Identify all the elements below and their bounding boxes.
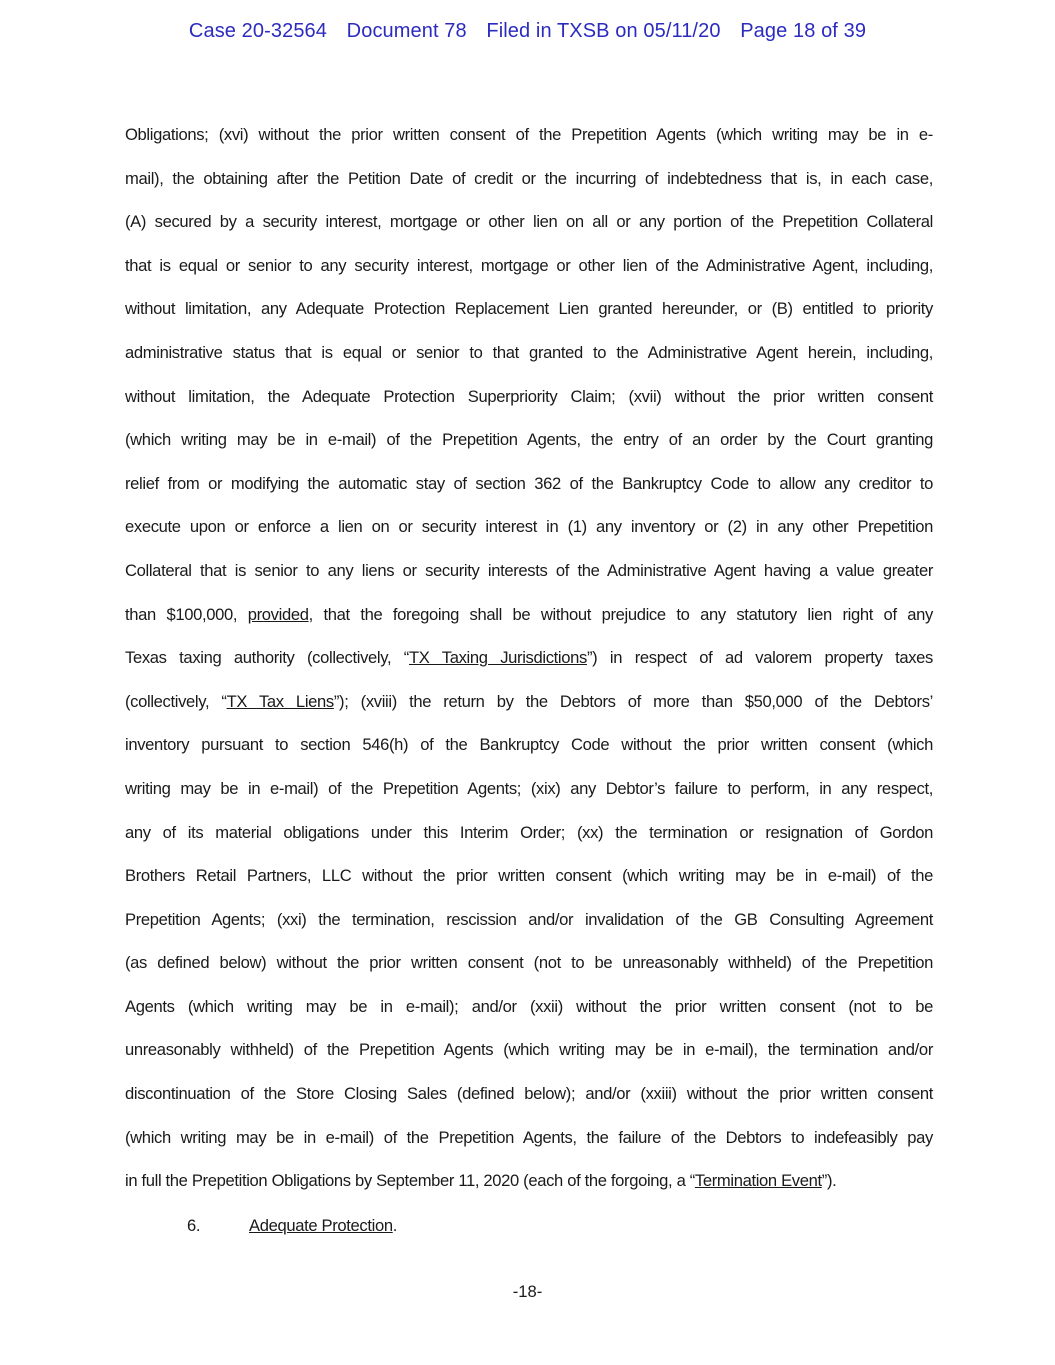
- text-line: [125, 1159, 933, 1203]
- text-line: relief from or modifying the automatic stay of section 362 of the Bankruptcy Code to allow any creditor to: [125, 473, 933, 493]
- text-segment: ”) in respect of ad valorem property taxes: [586, 648, 934, 668]
- defined-term-tx-tax-liens: TX Tax Liens: [226, 691, 334, 711]
- text-line: without limitation, any Adequate Protection Replacement Lien granted hereunder, or (B) entitled to priority: [125, 299, 933, 319]
- text-line: inventory pursuant to section 546(h) of the Bankruptcy Code without the prior written consent (which: [125, 735, 933, 755]
- text-segment: Texas taxing authority (collectively, “: [125, 648, 409, 668]
- defined-term-provided: provided: [247, 604, 309, 624]
- text-line: Brothers Retail Partners, LLC without the prior written consent (which writing may be in e-mail) of the: [125, 866, 933, 886]
- text-line: mail), the obtaining after the Petition Date of credit or the incurring of indebtedness that is, in each case,: [125, 168, 933, 188]
- text-line: (as defined below) without the prior written consent (not to be unreasonably withheld) of the Prepetition: [125, 953, 933, 973]
- text-line: Obligations; (xvi) without the prior written consent of the Prepetition Agents (which writing may be in e-: [125, 125, 933, 144]
- text-line: Prepetition Agents; (xxi) the termination, rescission and/or invalidation of the GB Consulting Agreement: [125, 909, 933, 929]
- defined-term-termination-event: Termination Event: [694, 1171, 822, 1191]
- section-period: .: [392, 1216, 397, 1235]
- text-line: Agents (which writing may be in e-mail); and/or (xxii) without the prior written consent (not to be: [125, 996, 933, 1016]
- defined-term-tx-taxing-jurisdictions: TX Taxing Jurisdictions: [409, 648, 587, 668]
- text-line: discontinuation of the Store Closing Sales (defined below); and/or (xxiii) without the prior written consent: [125, 1084, 933, 1104]
- text-line: (A) secured by a security interest, mortgage or other lien on all or any portion of the Prepetition Collateral: [125, 212, 933, 232]
- text-segment: (collectively, “: [125, 691, 227, 711]
- text-line: (which writing may be in e-mail) of the Prepetition Agents, the entry of an order by the Court granting: [125, 430, 933, 450]
- text-segment: ”); (xviii) the return by the Debtors of more than $50,000 of the Debtors’: [333, 691, 933, 711]
- text-line: administrative status that is equal or senior to that granted to the Administrative Agent herein, including,: [125, 342, 933, 362]
- text-line: [125, 636, 933, 680]
- document-number: Document 78: [346, 20, 467, 42]
- text-line: execute upon or enforce a lien on or security interest in (1) any inventory or (2) in any other Prepetition: [125, 517, 933, 537]
- text-segment: , that the foregoing shall be without prejudice to any statutory lien right of any: [308, 604, 933, 624]
- section-heading: [187, 1204, 397, 1248]
- text-line: unreasonably withheld) of the Prepetition Agents (which writing may be in e-mail), the termination and/or: [125, 1040, 933, 1060]
- text-line: without limitation, the Adequate Protection Superpriority Claim; (xvii) without the prior written consent: [125, 386, 933, 406]
- text-line: (which writing may be in e-mail) of the Prepetition Agents, the failure of the Debtors to indefeasibly pay: [125, 1127, 933, 1147]
- text-line: [125, 593, 933, 637]
- text-segment: ”).: [821, 1171, 837, 1191]
- text-line: any of its material obligations under this Interim Order; (xx) the termination or resignation of Gordon: [125, 822, 933, 842]
- section-number: 6.: [187, 1216, 201, 1235]
- filed-date: Filed in TXSB on 05/11/20: [486, 20, 721, 42]
- case-number: Case 20-32564: [188, 20, 327, 42]
- text-line: Collateral that is senior to any liens or security interests of the Administrative Agent having a value greater: [125, 560, 933, 580]
- text-segment: in full the Prepetition Obligations by September 11, 2020 (each of the forgoing, a “: [125, 1171, 695, 1191]
- body-paragraph: [125, 113, 933, 1203]
- page-number: -18-: [512, 1282, 543, 1301]
- page-count: Page 18 of 39: [740, 20, 867, 42]
- section-title: Adequate Protection: [249, 1216, 393, 1235]
- text-segment: than $100,000,: [125, 604, 248, 624]
- case-header: [0, 20, 1055, 43]
- text-line: [125, 680, 933, 724]
- text-line: writing may be in e-mail) of the Prepetition Agents; (xix) any Debtor’s failure to perform, in any respect,: [125, 778, 933, 798]
- text-line: that is equal or senior to any security interest, mortgage or other lien of the Administrative Agent, including,: [125, 255, 933, 275]
